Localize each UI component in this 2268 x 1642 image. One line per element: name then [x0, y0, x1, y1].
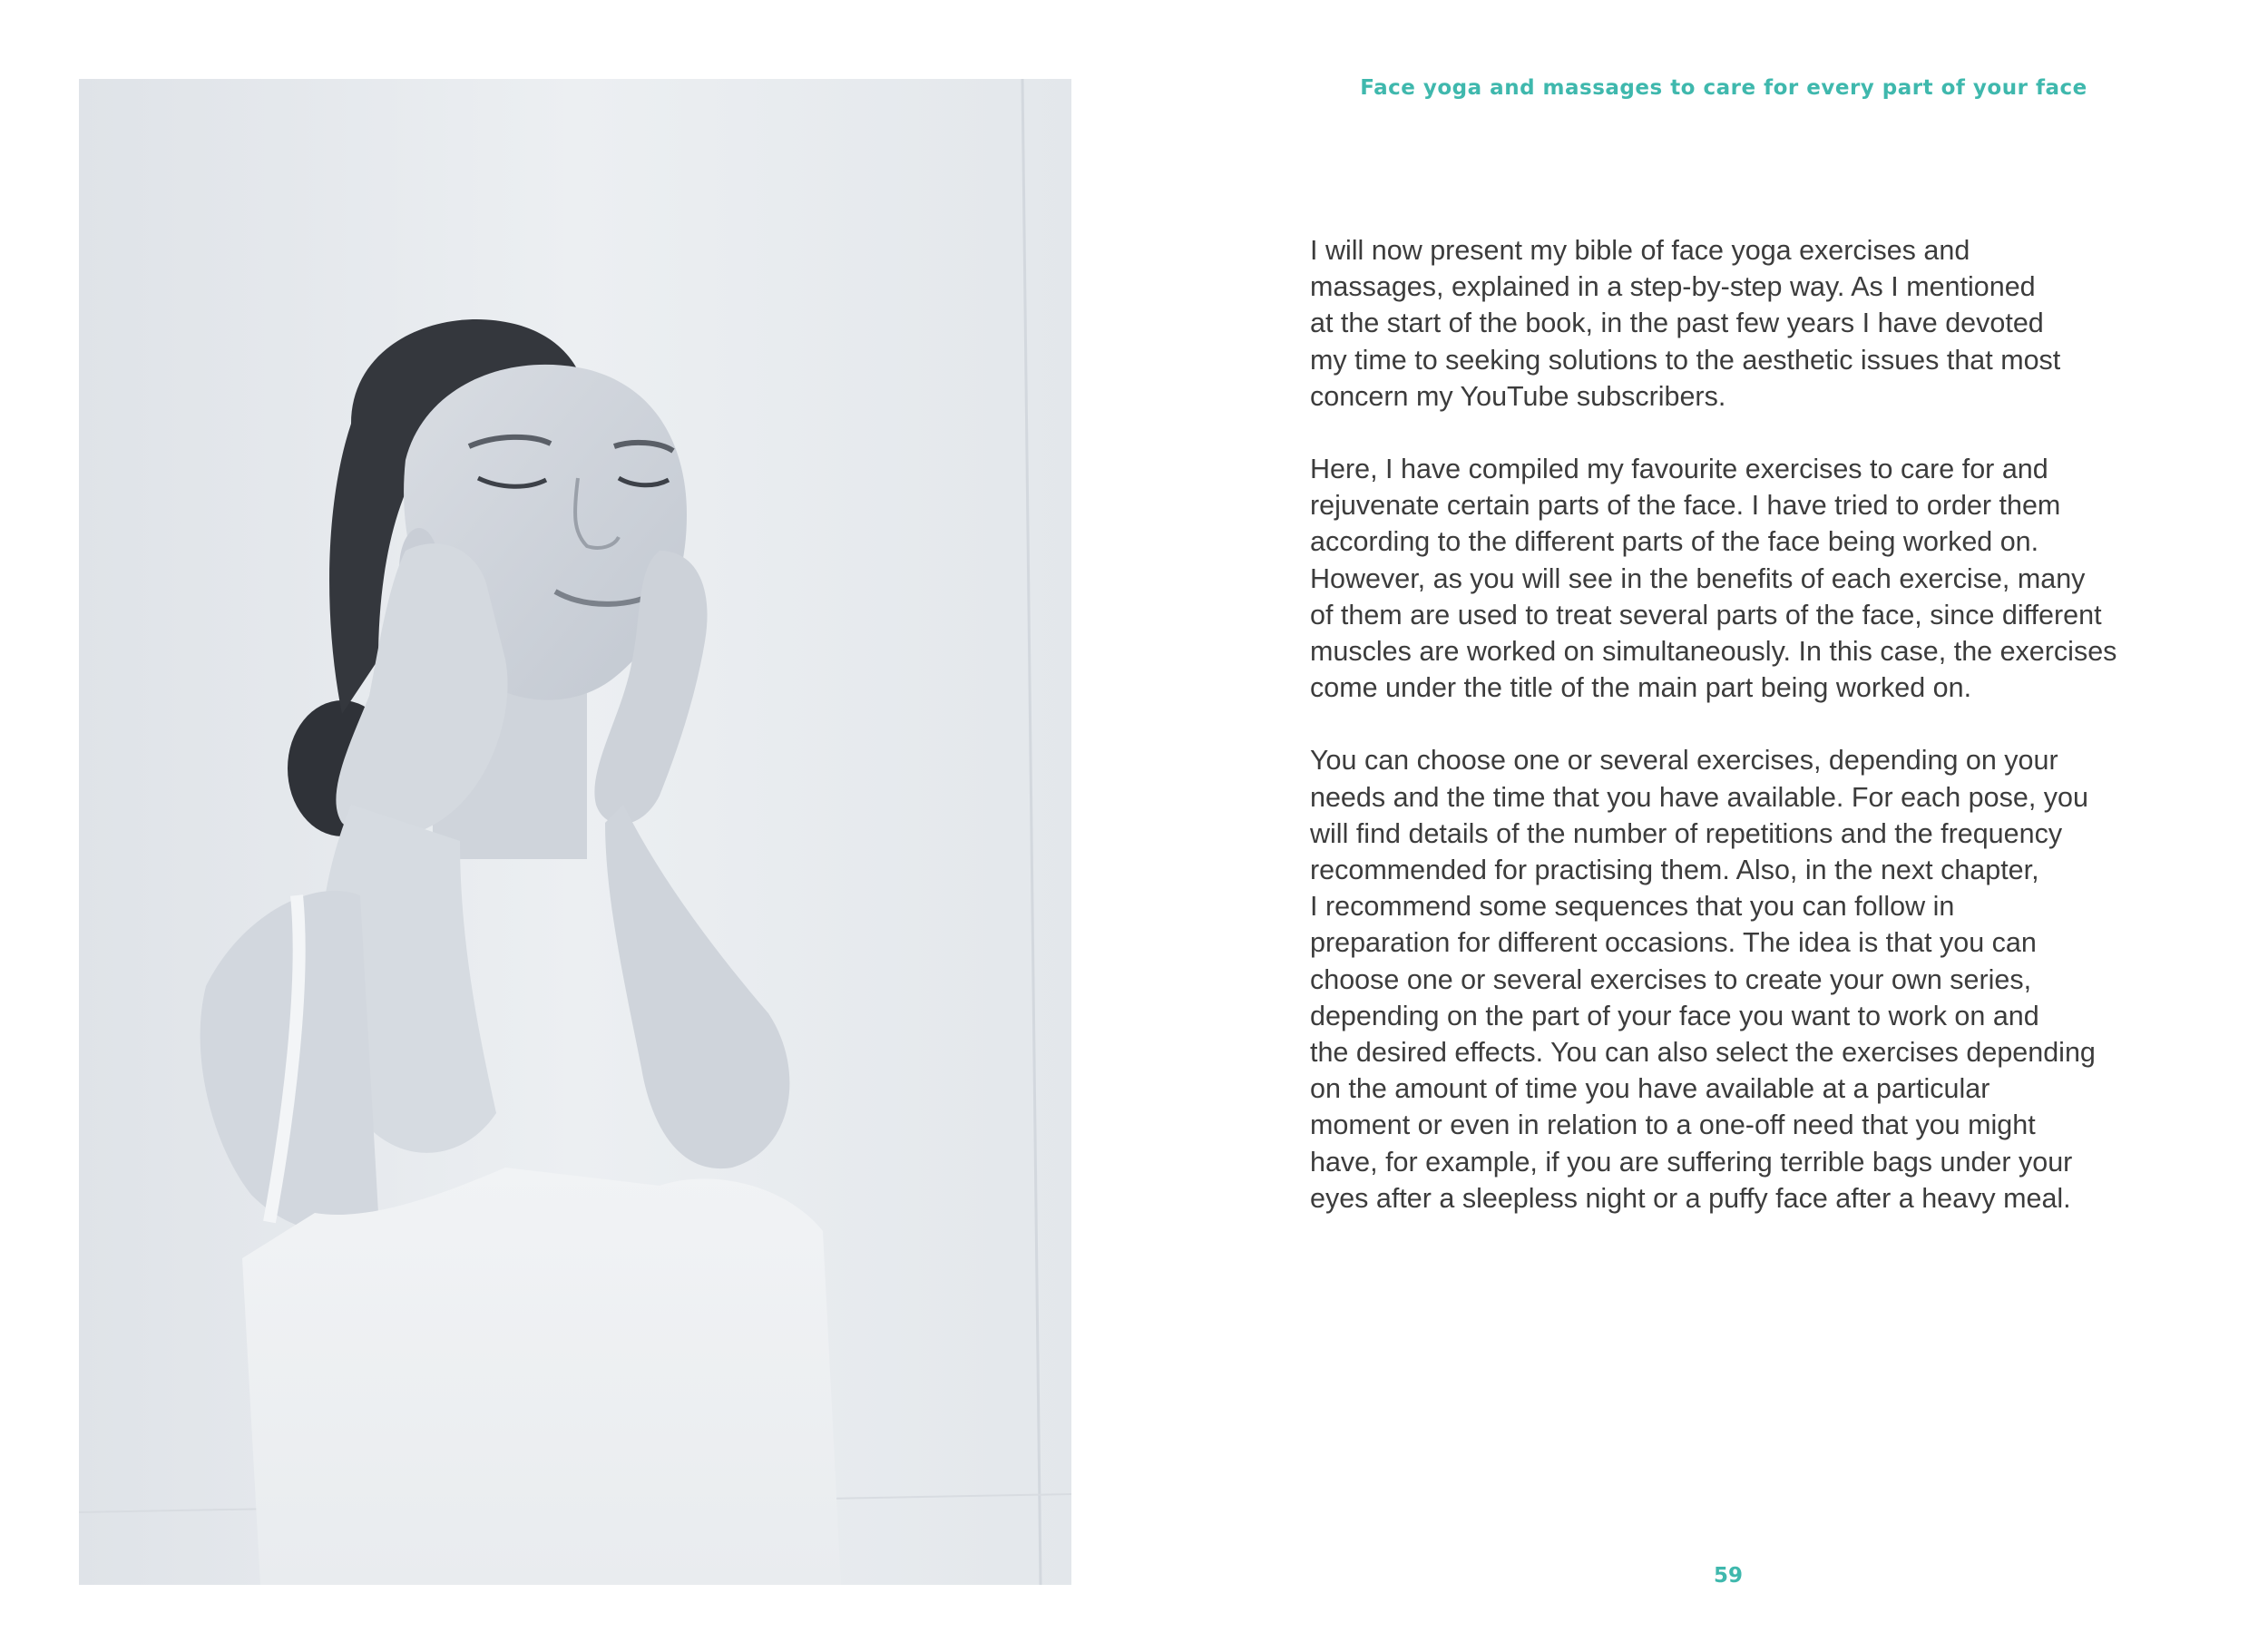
- text-line: rejuvenate certain parts of the face. I have tried to order them: [1310, 490, 2061, 522]
- text-line: recommended for practising them. Also, in the next chapter,: [1310, 855, 2039, 886]
- text-line: massages, explained in a step-by-step way. As I mentioned: [1310, 271, 2036, 303]
- running-head: Face yoga and massages to care for every part of your face: [1360, 76, 2087, 100]
- paragraph-3: [1310, 742, 2172, 1217]
- text-line: muscles are worked on simultaneously. In this case, the exercises: [1310, 636, 2117, 668]
- text-line: at the start of the book, in the past few years I have devoted: [1310, 308, 2044, 339]
- text-line: have, for example, if you are suffering terrible bags under your: [1310, 1146, 2073, 1178]
- text-line: preparation for different occasions. The idea is that you can: [1310, 927, 2037, 959]
- text-line: according to the different parts of the face being worked on.: [1310, 526, 2039, 558]
- paragraph-2: [1310, 451, 2172, 706]
- text-line: depending on the part of your face you want to work on and: [1310, 1000, 2039, 1031]
- text-line: needs and the time that you have available. For each pose, you: [1310, 781, 2088, 813]
- woman-face-massage-photo: [79, 79, 1071, 1585]
- text-line: You can choose one or several exercises, depending on your: [1310, 745, 2058, 777]
- page-number: 59: [1713, 1564, 1743, 1588]
- text-line: concern my YouTube subscribers.: [1310, 380, 1726, 412]
- text-line: Here, I have compiled my favourite exercises to care for and: [1310, 454, 2048, 485]
- text-line: on the amount of time you have available at a particular: [1310, 1073, 1990, 1105]
- photo-illustration: [79, 79, 1071, 1585]
- body-text: [1310, 232, 2172, 1253]
- text-line: of them are used to treat several parts of the face, since different: [1310, 599, 2102, 630]
- text-line: choose one or several exercises to create your own series,: [1310, 963, 2032, 995]
- paragraph-1: [1310, 232, 2172, 415]
- text-line: my time to seeking solutions to the aesthetic issues that most: [1310, 344, 2061, 376]
- text-line: eyes after a sleepless night or a puffy face after a heavy meal.: [1310, 1182, 2071, 1214]
- text-line: I recommend some sequences that you can follow in: [1310, 891, 1955, 923]
- text-line: However, as you will see in the benefits of each exercise, many: [1310, 562, 2086, 594]
- text-line: I will now present my bible of face yoga exercises and: [1310, 235, 1970, 266]
- text-line: the desired effects. You can also select the exercises depending: [1310, 1037, 2096, 1069]
- text-line: come under the title of the main part being worked on.: [1310, 672, 1972, 704]
- text-line: will find details of the number of repetitions and the frequency: [1310, 817, 2063, 849]
- text-line: moment or even in relation to a one-off need that you might: [1310, 1109, 2036, 1141]
